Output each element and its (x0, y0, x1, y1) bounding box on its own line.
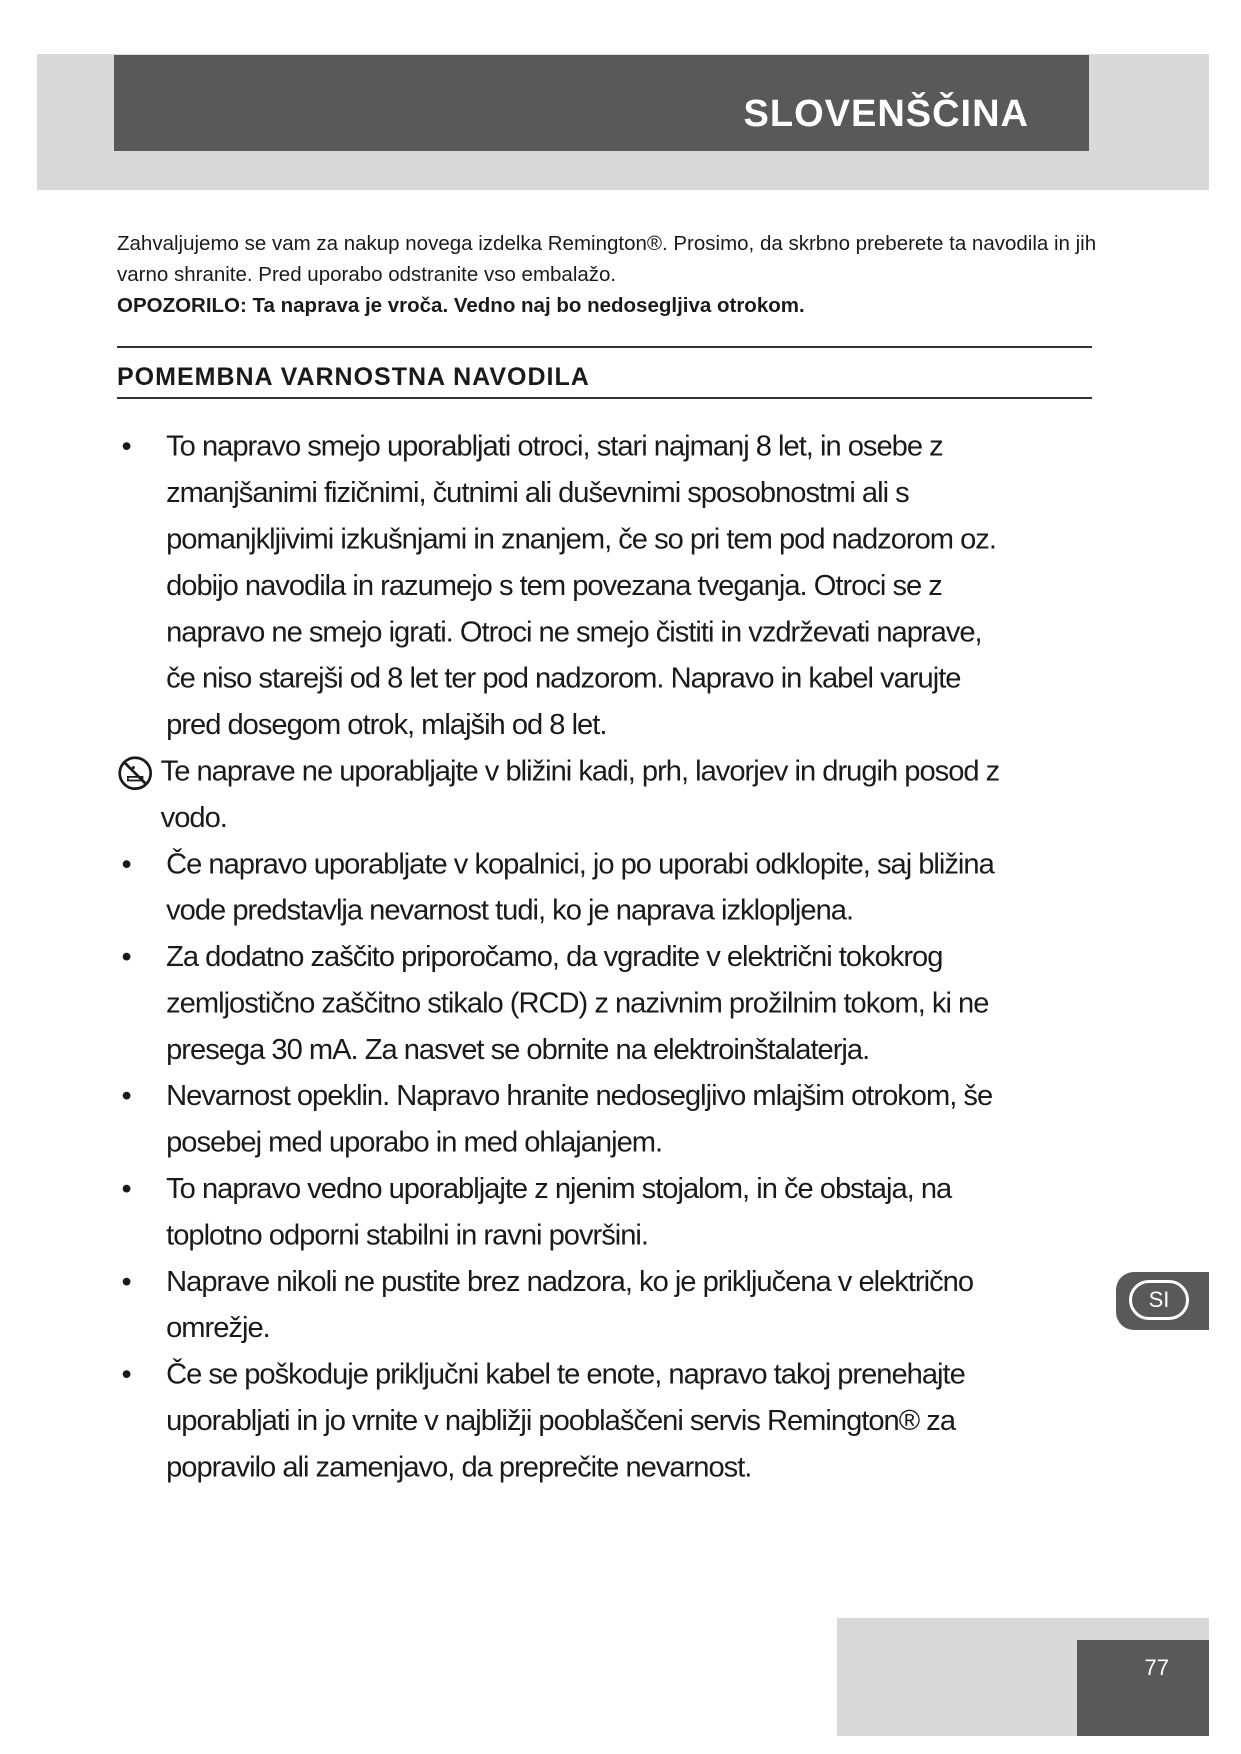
bullet: • (121, 429, 131, 463)
item-text: To napravo vedno uporabljajte z njenim stojalom, in če obstaja, na toplotno odporni stabilni in ravni površini. (166, 1171, 952, 1251)
list-item (117, 1072, 1013, 1165)
bullet: • (121, 1357, 131, 1390)
list-item (117, 1351, 1013, 1490)
intro-text: Zahvaljujemo se vam za nakup novega izdelka Remington®. Prosimo, da skrbno preberete ta navodila in jih varno shranite. Pred uporabo odstranite vso embalažo. (117, 232, 1097, 286)
item-text: Naprave nikoli ne pustite brez nadzora, ko je priključena v električno omrežje. (166, 1264, 974, 1344)
list-item (117, 1165, 1013, 1258)
bullet: • (121, 939, 131, 973)
list-item (117, 748, 1013, 841)
bullet: • (121, 1171, 131, 1205)
bullet: • (121, 1078, 131, 1112)
list-item (117, 423, 1013, 748)
section-title: POMEMBNA VARNOSTNA NAVODILA (117, 363, 590, 391)
item-text: Za dodatno zaščito priporočamo, da vgradite v električni tokokrog zemljostično zaščitno stikalo (RCD) z nazivnim prožilnim tokom, ki ne presega 30 mA. Za nasvet se obrnite na elektroinštalaterja. (166, 939, 989, 1066)
language-side-tab (1116, 1272, 1209, 1330)
page-title: SLOVENŠČINA (743, 93, 1029, 135)
page-number: 77 (1144, 1655, 1169, 1680)
intro-block (117, 228, 1097, 321)
language-code-badge: SI (1129, 1280, 1189, 1320)
bullet: • (121, 1264, 131, 1298)
section-rule-bottom (117, 397, 1092, 399)
warning-text: OPOZORILO: Ta naprava je vroča. Vedno naj bo nedosegljiva otrokom. (117, 294, 805, 317)
list-item (117, 933, 1013, 1072)
list-item (117, 1258, 1013, 1351)
section-rule-top (117, 346, 1092, 348)
item-text: Nevarnost opeklin. Napravo hranite nedosegljivo mlajšim otrokom, še posebej med uporabo in med ohlajanjem. (166, 1078, 993, 1158)
language-header (114, 55, 1089, 151)
no-water-icon (117, 755, 153, 791)
item-text: Te naprave ne uporabljajte v bližini kadi, prh, lavorjev in drugih posod z vodo. (160, 754, 1000, 834)
bullet: • (121, 846, 131, 880)
item-text: Če se poškoduje priključni kabel te enote, napravo takoj prenehajte uporabljati in jo vrnite v najbližji pooblaščeni servis Remington® za popravilo ali zamenjavo, da preprečite nevarnost. (166, 1357, 965, 1483)
item-text: To napravo smejo uporabljati otroci, stari najmanj 8 let, in osebe z zmanjšanimi fizičnimi, čutnimi ali duševnimi sposobnostmi ali s pomanjkljivimi izkušnjami in znanjem, če so pri tem pod nadzorom oz. dobijo navodila in razumejo s tem povezana tveganja. Otroci se z napravo ne smejo igrati. Otroci ne smejo čistiti in vzdrževati naprave, če niso starejši od 8 let ter pod nadzorom. Napravo in kabel varujte pred dosegom otrok, mlajših od 8 let. (166, 429, 996, 741)
item-text: Če napravo uporabljate v kopalnici, jo po uporabi odklopite, saj bližina vode predstavlja nevarnost tudi, ko je naprava izklopljena. (166, 846, 994, 927)
list-item (117, 841, 1013, 934)
footer-tab (1077, 1640, 1209, 1736)
safety-instructions-list (117, 423, 1013, 1490)
